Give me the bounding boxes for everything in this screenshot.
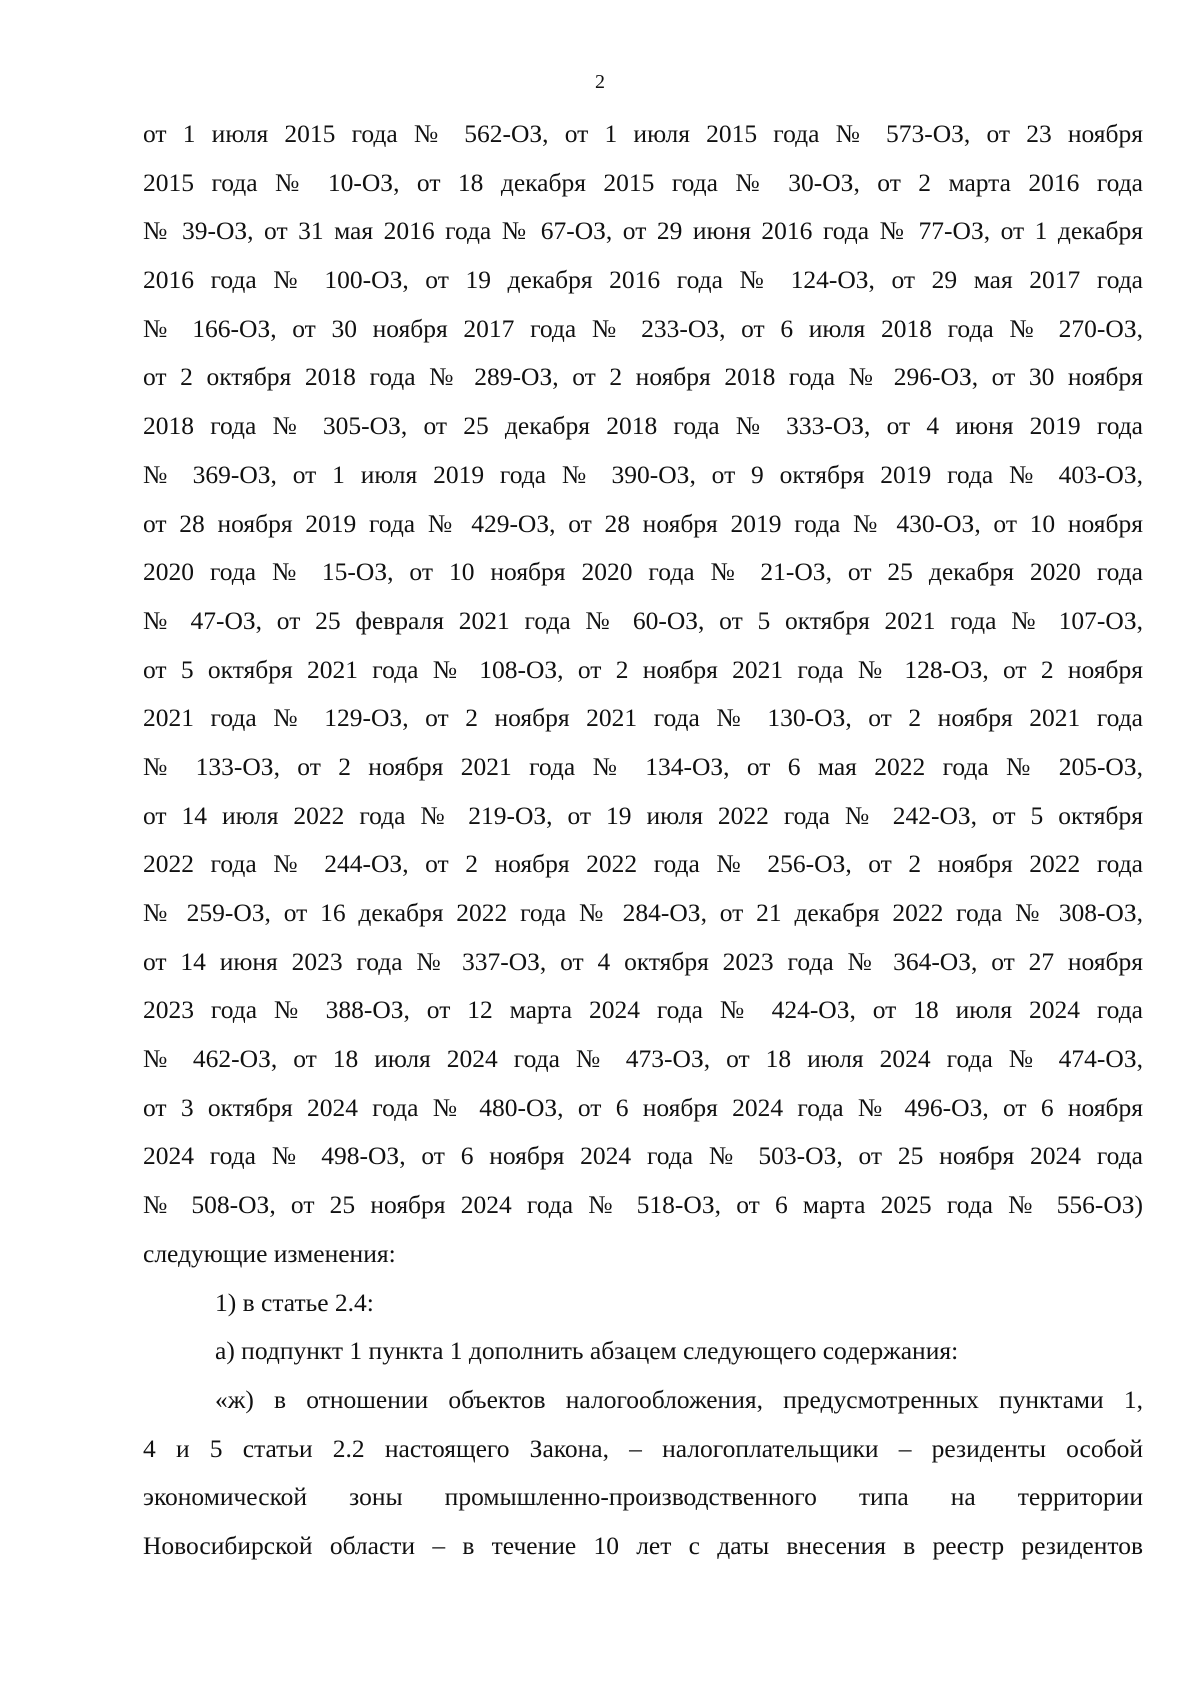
document-body	[143, 110, 1143, 1571]
text-line: № 39-ОЗ, от 31 мая 2016 года № 67-ОЗ, от 29 июня 2016 года № 77-ОЗ, от 1 декабря	[143, 216, 1143, 246]
text-line: 2015 года № 10-ОЗ, от 18 декабря 2015 года № 30-ОЗ, от 2 марта 2016 года	[143, 167, 1143, 197]
text-line: «ж) в отношении объектов налогообложения, предусмотренных пунктами 1,	[215, 1384, 1143, 1414]
text-line: 2024 года № 498-ОЗ, от 6 ноября 2024 года № 503-ОЗ, от 25 ноября 2024 года	[143, 1141, 1143, 1171]
text-line: 2018 года № 305-ОЗ, от 25 декабря 2018 года № 333-ОЗ, от 4 июня 2019 года	[143, 411, 1143, 441]
text-line: от 1 июля 2015 года № 562-ОЗ, от 1 июля 2015 года № 573-ОЗ, от 23 ноября	[143, 119, 1143, 148]
page-number: 2	[595, 71, 605, 93]
text-line: 2016 года № 100-ОЗ, от 19 декабря 2016 года № 124-ОЗ, от 29 мая 2017 года	[143, 265, 1143, 295]
text-line: 2022 года № 244-ОЗ, от 2 ноября 2022 года № 256-ОЗ, от 2 ноября 2022 года	[143, 849, 1143, 879]
text-line: № 462-ОЗ, от 18 июля 2024 года № 473-ОЗ, от 18 июля 2024 года № 474-ОЗ,	[143, 1044, 1143, 1074]
text-line: следующие изменения:	[143, 1238, 396, 1268]
text-line: от 2 октября 2018 года № 289-ОЗ, от 2 ноября 2018 года № 296-ОЗ, от 30 ноября	[143, 362, 1143, 392]
text-line: № 47-ОЗ, от 25 февраля 2021 года № 60-ОЗ, от 5 октября 2021 года № 107-ОЗ,	[143, 605, 1143, 635]
text-line: № 259-ОЗ, от 16 декабря 2022 года № 284-ОЗ, от 21 декабря 2022 года № 308-ОЗ,	[143, 898, 1143, 927]
text-line: от 5 октября 2021 года № 108-ОЗ, от 2 ноября 2021 года № 128-ОЗ, от 2 ноября	[143, 654, 1143, 684]
text-line: 1) в статье 2.4:	[215, 1287, 374, 1317]
text-line: от 3 октября 2024 года № 480-ОЗ, от 6 ноября 2024 года № 496-ОЗ, от 6 ноября	[143, 1092, 1143, 1122]
text-line: 2023 года № 388-ОЗ, от 12 марта 2024 года № 424-ОЗ, от 18 июля 2024 года	[143, 995, 1143, 1025]
text-line: Новосибирской области – в течение 10 лет с даты внесения в реестр резидентов	[143, 1530, 1143, 1560]
text-line: а) подпункт 1 пункта 1 дополнить абзацем следующего содержания:	[215, 1336, 959, 1366]
text-line: от 14 июля 2022 года № 219-ОЗ, от 19 июля 2022 года № 242-ОЗ, от 5 октября	[143, 800, 1143, 830]
text-line: № 508-ОЗ, от 25 ноября 2024 года № 518-ОЗ, от 6 марта 2025 года № 556-ОЗ)	[143, 1190, 1143, 1220]
text-line: № 133-ОЗ, от 2 ноября 2021 года № 134-ОЗ, от 6 мая 2022 года № 205-ОЗ,	[143, 751, 1143, 781]
text-line: от 14 июня 2023 года № 337-ОЗ, от 4 октября 2023 года № 364-ОЗ, от 27 ноября	[143, 946, 1143, 976]
text-line: 4 и 5 статьи 2.2 настоящего Закона, – налогоплательщики – резиденты особой	[143, 1433, 1143, 1463]
text-line: экономической зоны промышленно-производственного типа на территории	[143, 1482, 1143, 1512]
text-line: 2021 года № 129-ОЗ, от 2 ноября 2021 года № 130-ОЗ, от 2 ноября 2021 года	[143, 703, 1143, 733]
text-line: 2020 года № 15-ОЗ, от 10 ноября 2020 года № 21-ОЗ, от 25 декабря 2020 года	[143, 557, 1143, 587]
text-line: № 166-ОЗ, от 30 ноября 2017 года № 233-ОЗ, от 6 июля 2018 года № 270-ОЗ,	[143, 313, 1143, 343]
text-line: от 28 ноября 2019 года № 429-ОЗ, от 28 ноября 2019 года № 430-ОЗ, от 10 ноября	[143, 508, 1143, 538]
text-line: № 369-ОЗ, от 1 июля 2019 года № 390-ОЗ, от 9 октября 2019 года № 403-ОЗ,	[143, 459, 1143, 489]
